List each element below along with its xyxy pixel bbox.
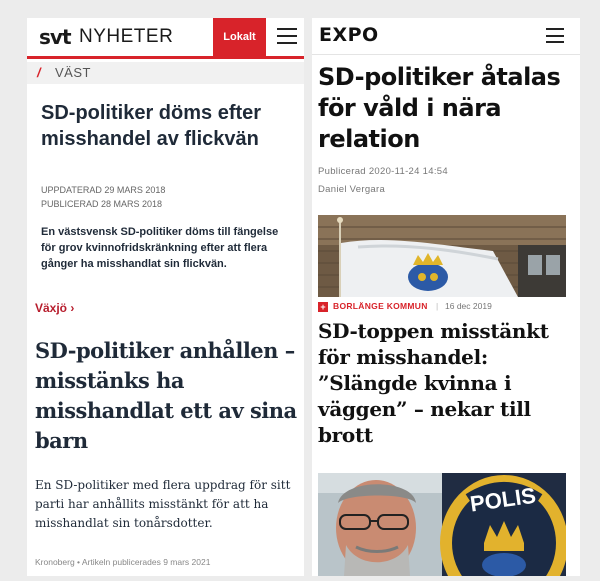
article-body: En SD-politiker med flera uppdrag för sitt parti har anhållits misstänkt för att ha misshandlat sin tonårsdotter. [35,478,291,530]
author-name[interactable]: Daniel Vergara [318,184,386,195]
breadcrumb-slash-icon: / [37,65,41,80]
plus-icon: + [318,302,328,312]
tag-label: BORLÄNGE KOMMUN [333,301,428,311]
expo-headline[interactable]: SD-politiker åtalas för våld i nära relation [318,63,561,153]
published-date: PUBLICERAD 28 MARS 2018 [41,199,163,209]
breadcrumb-label: VÄST [55,65,91,80]
man-and-police-photo [318,473,566,576]
svt-section-title[interactable]: NYHETER [79,26,174,47]
svt-header [27,18,304,56]
article-lead: En västsvensk SD-politiker döms till fängelse för grov kvinnofridskränkning efter att flera gånger ha misshandlat sin flickvän. [41,226,279,270]
header-accent-line [27,56,304,59]
header-divider [312,54,580,55]
article-headline[interactable]: SD-politiker döms efter misshandel av flickvän [41,102,262,150]
menu-icon[interactable] [546,28,564,43]
category-tag[interactable] [318,300,566,316]
police-badge-label: POLIS [468,482,538,517]
svt-logo[interactable]: svt [39,25,71,49]
hamburger-menu-icon[interactable] [277,28,297,44]
location-link[interactable]: Växjö › [35,301,75,315]
updated-date: UPPDATERAD 29 MARS 2018 [41,185,166,195]
tag-date: 16 dec 2019 [445,301,492,311]
flag-photo [318,215,566,297]
lokalt-label: Lokalt [223,31,256,43]
published-timestamp: Publicerad 2020-11-24 14:54 [318,166,448,177]
svt-article-panel [27,18,304,576]
tag-separator: | [436,301,439,311]
article-headline-2[interactable]: SD-politiker anhållen – misstänks ha misshandlat ett av sina barn [35,338,297,453]
lokalt-button[interactable] [213,18,266,56]
expo-logo[interactable]: EXPO [319,24,379,46]
breadcrumb[interactable] [27,62,304,84]
article-meta: Kronoberg • Artikeln publicerades 9 mars 2021 [35,557,211,567]
expo-headline-2[interactable]: SD-toppen misstänkt för misshandel: ”Slängde kvinna i väggen” – nekar till brott [318,319,549,447]
expo-article-panel [312,18,580,576]
